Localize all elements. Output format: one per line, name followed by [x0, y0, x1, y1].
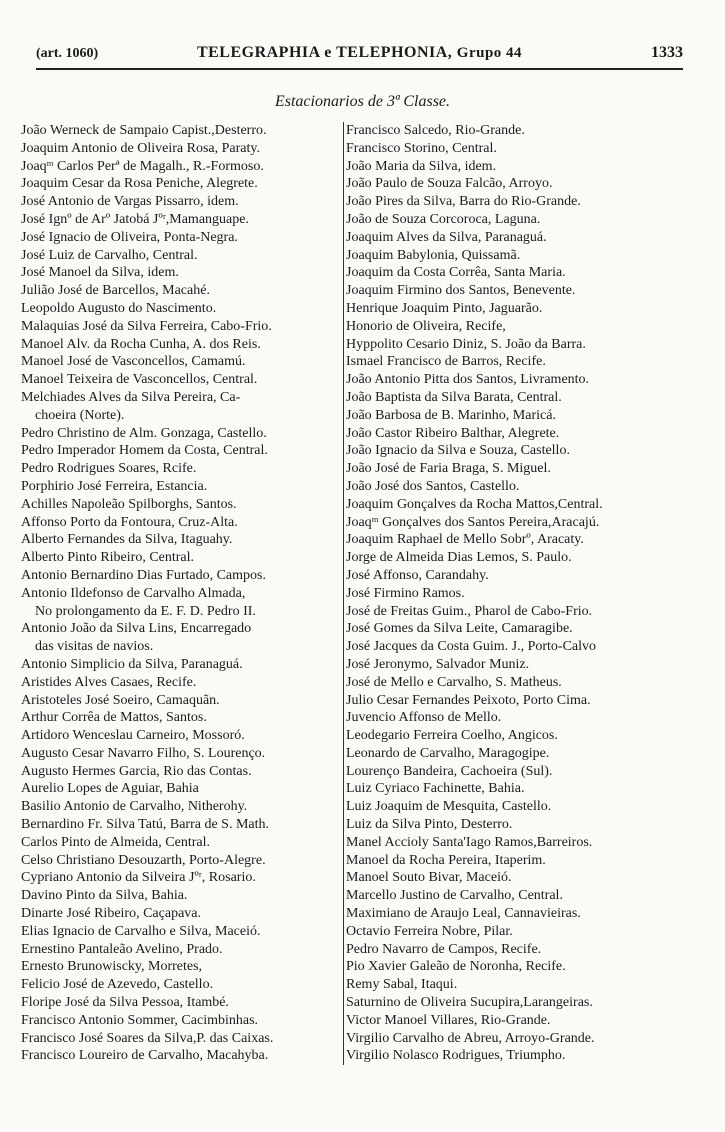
list-entry: Marcello Justino de Carvalho, Central. [346, 888, 563, 904]
list-entry: Leodegario Ferreira Coelho, Angicos. [346, 728, 558, 744]
section-title: Estacionarios de 3ª Classe. [274, 93, 451, 110]
list-entry: Octavio Ferreira Nobre, Pilar. [346, 923, 513, 939]
list-entry: Pedro Rodrigues Soares, Rcife. [21, 461, 197, 477]
list-entry: Henrique Joaquim Pinto, Jaguarão. [346, 300, 543, 316]
list-entry: Julio Cesar Fernandes Peixoto, Porto Cima. [346, 692, 591, 708]
list-entry: João Castor Ribeiro Balthar, Alegrete. [346, 425, 560, 441]
list-entry: Manoel Alv. da Rocha Cunha, A. dos Reis. [21, 336, 261, 352]
list-entry: Lourenço Bandeira, Cachoeira (Sul). [346, 763, 553, 779]
list-entry: João de Souza Corcoroca, Laguna. [346, 211, 541, 227]
list-entry: Francisco Storino, Central. [346, 140, 497, 156]
list-entry: Malaquias José da Silva Ferreira, Cabo-Frio. [21, 318, 272, 334]
list-entry: Basilio Antonio de Carvalho, Nitherohy. [21, 799, 248, 815]
list-entry: Floripe José da Silva Pessoa, Itambé. [21, 995, 230, 1011]
list-entry: José de Freitas Guim., Pharol de Cabo-Frio. [346, 603, 593, 619]
list-entry: Pedro Imperador Homem da Costa, Central. [21, 443, 268, 459]
header-group: Grupo 44 [456, 45, 523, 61]
list-entry: João Antonio Pitta dos Santos, Livramento. [346, 372, 590, 388]
list-entry: Joaquim Cesar da Rosa Peniche, Alegrete. [21, 176, 258, 192]
list-entry: Achilles Napoleão Spilborghs, Santos. [21, 496, 237, 512]
list-entry: Cypriano Antonio da Silveira Jºʳ, Rosario. [21, 870, 256, 886]
list-entry: Manel Accioly Santa'Iago Ramos,Barreiros. [346, 834, 593, 850]
list-entry: Augusto Cesar Navarro Filho, S. Lourenço. [21, 745, 266, 761]
list-entry: Ismael Francisco de Barros, Recife. [346, 354, 546, 370]
list-entry: Antonio Simplicio da Silva, Paranaguá. [21, 656, 243, 672]
list-entry: Joaquim Babylonia, Quissamã. [346, 247, 521, 263]
list-entry: Hyppolito Cesario Diniz, S. João da Barra. [346, 336, 586, 352]
list-entry: José Luiz de Carvalho, Central. [21, 247, 198, 263]
list-entry: Luiz Joaquim de Mesquita, Castello. [346, 799, 552, 815]
list-entry: Ernesto Brunowiscky, Morretes, [21, 959, 203, 975]
list-entry: Juvencio Affonso de Mello. [346, 710, 502, 726]
list-entry: João Ignacio da Silva e Souza, Castello. [346, 443, 570, 459]
list-entry: Joaquim Alves da Silva, Paranaguá. [346, 229, 547, 245]
list-entry: João Baptista da Silva Barata, Central. [346, 389, 562, 405]
list-entry: José de Mello e Carvalho, S. Matheus. [346, 674, 562, 690]
list-entry: Francisco José Soares da Silva,P. das Caixas. [21, 1030, 274, 1046]
list-entry: José Firmino Ramos. [346, 585, 465, 601]
list-entry: José Antonio de Vargas Pissarro, idem. [21, 194, 239, 210]
right-column [343, 122, 684, 1065]
header-title: TELEGRAPHIA e TELEPHONIA, [196, 44, 453, 61]
list-entry: José Gomes da Silva Leite, Camaragibe. [346, 621, 573, 637]
list-entry: Francisco Antonio Sommer, Cacimbinhas. [21, 1012, 259, 1028]
list-entry: João Maria da Silva, idem. [346, 158, 497, 174]
list-entry: Pio Xavier Galeão de Noronha, Recife. [346, 959, 566, 975]
list-entry: Virgilio Nolasco Rodrigues, Triumpho. [346, 1048, 566, 1064]
list-entry: Joaquim Antonio de Oliveira Rosa, Paraty. [21, 140, 260, 156]
list-entry: José Ignacio de Oliveira, Ponta-Negra. [21, 229, 238, 245]
article-number: (art. 1060) [36, 46, 99, 61]
list-entry: Celso Christiano Desouzarth, Porto-Alegre. [21, 852, 266, 868]
list-entry: Elias Ignacio de Carvalho e Silva, Maceió. [21, 923, 261, 939]
list-entry: Manoel Teixeira de Vasconcellos, Central. [21, 372, 258, 388]
list-entry: João Pires da Silva, Barra do Rio-Grande. [346, 194, 581, 210]
list-entry: choeira (Norte). [35, 407, 125, 423]
list-entry: João Werneck de Sampaio Capist.,Desterro. [21, 123, 267, 138]
list-entry: Jorge de Almeida Dias Lemos, S. Paulo. [346, 550, 572, 566]
page-number: 1333 [651, 44, 683, 61]
list-entry: Joaqᵐ Gonçalves dos Santos Pereira,Aracajú. [346, 514, 600, 530]
list-entry: Antonio Bernardino Dias Furtado, Campos. [21, 567, 266, 583]
list-entry: Manoel Souto Bivar, Maceió. [346, 870, 512, 886]
list-entry: No prolongamento da E. F. D. Pedro II. [35, 603, 256, 619]
list-entry: Pedro Christino de Alm. Gonzaga, Castello. [21, 425, 267, 441]
list-entry: José Jacques da Costa Guim. J., Porto-Calvo [346, 639, 597, 655]
list-entry: Bernardino Fr. Silva Tatú, Barra de S. Math. [21, 817, 270, 833]
list-entry: João José dos Santos, Castello. [346, 478, 520, 494]
list-entry: Joaquim Gonçalves da Rocha Mattos,Central. [346, 496, 603, 512]
list-entry: Joaqᵐ Carlos Perª de Magalh., R.-Formoso. [21, 158, 264, 174]
list-entry: Luiz Cyriaco Fachinette, Bahia. [346, 781, 525, 797]
list-entry: Honorio de Oliveira, Recife, [346, 318, 506, 334]
list-entry: Leopoldo Augusto do Nascimento. [21, 300, 217, 316]
list-entry: Ernestino Pantaleão Avelino, Prado. [21, 941, 223, 957]
list-entry: Melchiades Alves da Silva Pereira, Ca- [21, 389, 241, 405]
list-entry: José Ignº de Arº Jatobá Jºʳ,Mamanguape. [21, 211, 249, 227]
list-entry: Alberto Pinto Ribeiro, Central. [21, 550, 195, 566]
list-entry: João José de Faria Braga, S. Miguel. [346, 461, 551, 477]
list-entry: Affonso Porto da Fontoura, Cruz-Alta. [21, 514, 238, 530]
list-entry: Porphirio José Ferreira, Estancia. [21, 478, 208, 494]
list-entry: Davino Pinto da Silva, Bahia. [21, 888, 188, 904]
list-entry: Joaquim da Costa Corrêa, Santa Maria. [346, 265, 566, 281]
list-entry: Antonio Ildefonso de Carvalho Almada, [21, 585, 246, 601]
list-entry: Manoel José de Vasconcellos, Camamú. [21, 354, 246, 370]
list-entry: Alberto Fernandes da Silva, Itaguahy. [21, 532, 233, 548]
list-entry: Francisco Salcedo, Rio-Grande. [346, 123, 525, 138]
list-entry: Julião José de Barcellos, Macahé. [21, 283, 210, 299]
list-entry: Luiz da Silva Pinto, Desterro. [346, 817, 513, 833]
list-entry: José Affonso, Carandahy. [346, 567, 489, 583]
running-header [36, 44, 683, 70]
list-entry: Aristoteles José Soeiro, Camaquãn. [21, 692, 220, 708]
list-entry: Carlos Pinto de Almeida, Central. [21, 834, 210, 850]
list-entry: Virgilio Carvalho de Abreu, Arroyo-Grande. [346, 1030, 595, 1046]
list-entry: Francisco Loureiro de Carvalho, Macahyba. [21, 1048, 269, 1064]
list-entry: João Paulo de Souza Falcão, Arroyo. [346, 176, 553, 192]
list-entry: Felicio José de Azevedo, Castello. [21, 977, 214, 993]
list-entry: Remy Sabal, Itaqui. [346, 977, 458, 993]
list-entry: José Manoel da Silva, idem. [21, 265, 179, 281]
list-entry: Arthur Corrêa de Mattos, Santos. [21, 710, 207, 726]
list-entry: Saturnino de Oliveira Sucupira,Larangeiras. [346, 995, 593, 1011]
list-entry: Aristides Alves Casaes, Recife. [21, 674, 197, 690]
list-entry: João Barbosa de B. Marinho, Maricá. [346, 407, 556, 423]
list-entry: José Jeronymo, Salvador Muniz. [346, 656, 530, 672]
list-entry: Joaquim Firmino dos Santos, Benevente. [346, 283, 576, 299]
list-entry: Aurelio Lopes de Aguiar, Bahia [21, 781, 199, 797]
list-entry: Joaquim Raphael de Mello Sobrº, Aracaty. [346, 532, 584, 548]
list-entry: Pedro Navarro de Campos, Recife. [346, 941, 542, 957]
list-entry: Artidoro Wenceslau Carneiro, Mossoró. [21, 728, 245, 744]
header-title-block [36, 44, 683, 62]
list-entry: Dinarte José Ribeiro, Caçapava. [21, 906, 201, 922]
list-entry: Maximiano de Araujo Leal, Cannavieiras. [346, 906, 581, 922]
left-column [21, 122, 339, 1065]
list-entry: Leonardo de Carvalho, Maragogipe. [346, 745, 550, 761]
list-entry: Manoel da Rocha Pereira, Itaperim. [346, 852, 546, 868]
list-entry: das visitas de navios. [35, 639, 154, 655]
list-entry: Augusto Hermes Garcia, Rio das Contas. [21, 763, 252, 779]
list-entry: Victor Manoel Villares, Rio-Grande. [346, 1012, 551, 1028]
list-entry: Antonio João da Silva Lins, Encarregado [21, 621, 252, 637]
